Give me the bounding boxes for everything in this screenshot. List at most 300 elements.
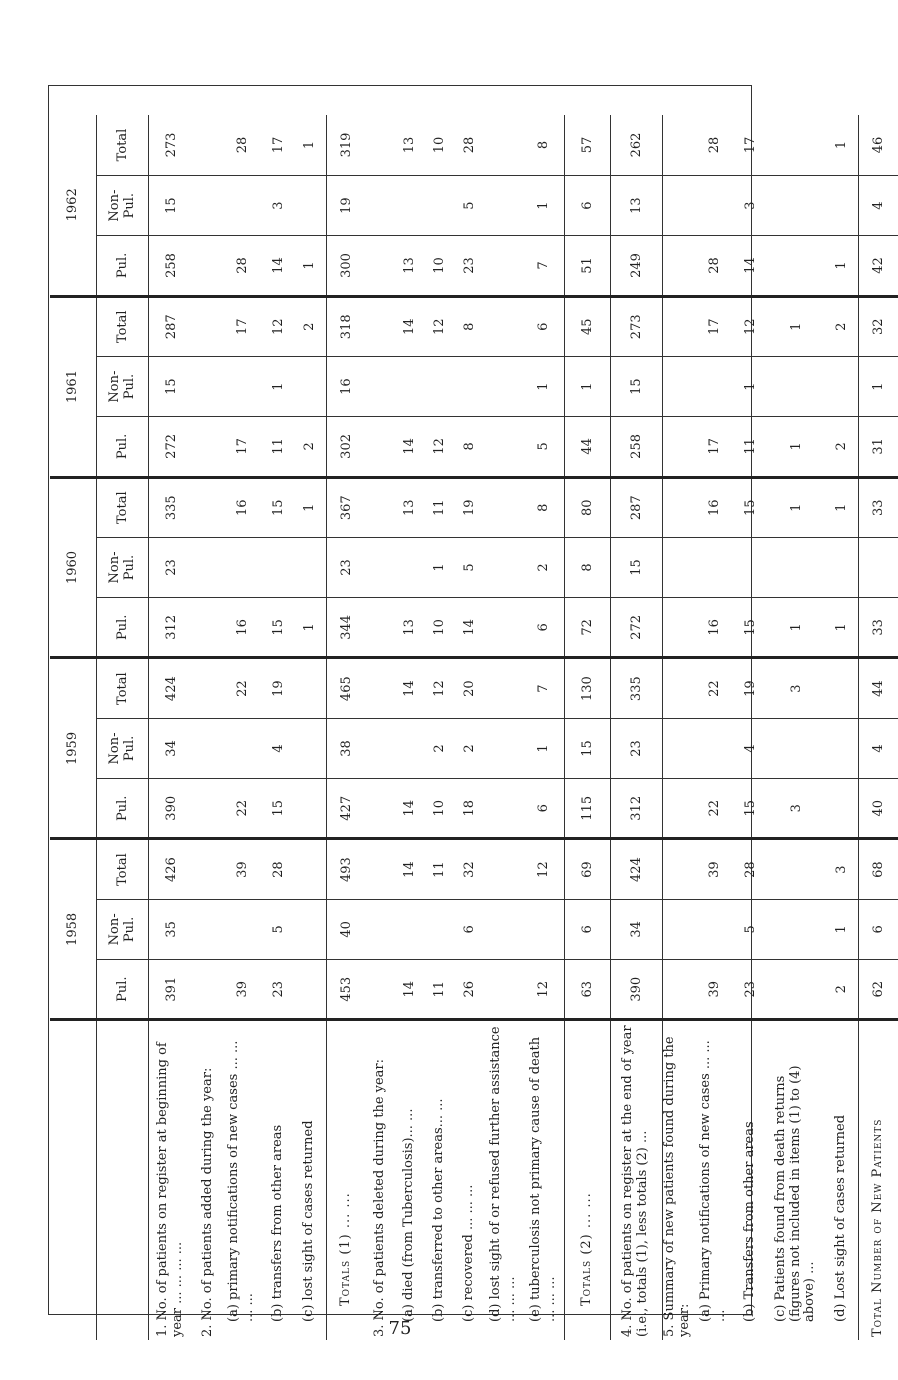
cell: 23 xyxy=(734,960,766,1020)
cell: 33 xyxy=(858,477,898,537)
col-header-1962-1: Non-Pul. xyxy=(96,175,148,235)
cell: 19 xyxy=(262,658,294,718)
col-header-1960-2: Total xyxy=(96,477,148,537)
cell xyxy=(662,718,694,778)
cell xyxy=(766,960,826,1020)
cell: 424 xyxy=(610,839,662,899)
table-row xyxy=(394,115,424,1340)
row-label: (b) transferred to other areas... ... xyxy=(430,1098,446,1322)
cell: 273 xyxy=(610,296,662,356)
cell: 15 xyxy=(734,598,766,658)
cell xyxy=(766,718,826,778)
cell: 63 xyxy=(564,960,610,1020)
cell xyxy=(484,899,524,959)
cell: 344 xyxy=(326,598,366,658)
cell: 5 xyxy=(734,899,766,959)
cell: 312 xyxy=(610,779,662,839)
cell xyxy=(484,598,524,658)
col-header-1958-1: Non-Pul. xyxy=(96,899,148,959)
cell: 5 xyxy=(262,899,294,959)
cell xyxy=(424,356,454,416)
cell: 2 xyxy=(454,718,484,778)
cell: 5 xyxy=(454,537,484,597)
cell: 4 xyxy=(734,718,766,778)
cell: 28 xyxy=(694,115,734,175)
cell: 16 xyxy=(694,477,734,537)
cell: 1 xyxy=(766,477,826,537)
cell xyxy=(662,115,694,175)
cell: 1 xyxy=(766,296,826,356)
rotated-table-wrapper xyxy=(50,115,886,1340)
cell xyxy=(766,899,826,959)
cell: 28 xyxy=(222,115,262,175)
cell xyxy=(424,175,454,235)
cell: 44 xyxy=(564,417,610,477)
col-header-1959-1: Non-Pul. xyxy=(96,718,148,778)
cell xyxy=(662,598,694,658)
cell: 1 xyxy=(564,356,610,416)
cell: 12 xyxy=(424,296,454,356)
cell: 23 xyxy=(326,537,366,597)
cell: 16 xyxy=(222,598,262,658)
cell: 3 xyxy=(766,658,826,718)
row-label: (c) Patients found from death returns (figures not included in items (1) to (4) above) ... xyxy=(772,1065,818,1322)
cell xyxy=(662,537,694,597)
cell xyxy=(734,537,766,597)
cell xyxy=(194,356,222,416)
cell: 17 xyxy=(222,296,262,356)
cell: 22 xyxy=(694,779,734,839)
cell: 18 xyxy=(454,779,484,839)
cell xyxy=(662,779,694,839)
col-header-1960-0: Pul. xyxy=(96,598,148,658)
cell xyxy=(366,658,394,718)
table-row xyxy=(222,115,262,1340)
cell: 426 xyxy=(148,839,194,899)
cell xyxy=(222,175,262,235)
cell xyxy=(194,537,222,597)
cell: 424 xyxy=(148,658,194,718)
cell: 1 xyxy=(524,356,564,416)
cell xyxy=(484,477,524,537)
cell xyxy=(826,658,858,718)
cell: 1 xyxy=(766,417,826,477)
cell: 34 xyxy=(610,899,662,959)
table-row xyxy=(194,115,222,1340)
cell xyxy=(222,899,262,959)
row-label: (d) Lost sight of cases returned xyxy=(833,1114,849,1322)
cell: 19 xyxy=(326,175,366,235)
cell xyxy=(484,115,524,175)
cell: 45 xyxy=(564,296,610,356)
cell: 7 xyxy=(524,236,564,296)
label-header xyxy=(50,1020,96,1340)
cell: 318 xyxy=(326,296,366,356)
cell: 1 xyxy=(826,236,858,296)
cell: 32 xyxy=(454,839,484,899)
cell: 17 xyxy=(262,115,294,175)
cell: 3 xyxy=(734,175,766,235)
cell xyxy=(484,960,524,1020)
cell: 1 xyxy=(294,236,326,296)
cell xyxy=(826,175,858,235)
cell: 2 xyxy=(826,296,858,356)
cell: 14 xyxy=(262,236,294,296)
cell: 13 xyxy=(394,477,424,537)
col-header-1958-2: Total xyxy=(96,839,148,899)
table-row xyxy=(294,115,326,1340)
cell: 6 xyxy=(564,899,610,959)
cell: 1 xyxy=(826,477,858,537)
column-subheaders xyxy=(96,115,148,1340)
cell xyxy=(662,417,694,477)
cell xyxy=(662,899,694,959)
table-row xyxy=(694,115,734,1340)
cell xyxy=(366,899,394,959)
cell: 13 xyxy=(394,236,424,296)
cell: 2 xyxy=(826,960,858,1020)
cell: 14 xyxy=(394,839,424,899)
cell xyxy=(366,356,394,416)
cell: 262 xyxy=(610,115,662,175)
cell: 15 xyxy=(564,718,610,778)
cell xyxy=(662,296,694,356)
cell: 4 xyxy=(858,175,898,235)
table-row xyxy=(424,115,454,1340)
year-1958: 1958 xyxy=(50,839,96,1020)
cell: 34 xyxy=(148,718,194,778)
col-header-1958-0: Pul. xyxy=(96,960,148,1020)
cell: 40 xyxy=(858,779,898,839)
cell: 10 xyxy=(424,779,454,839)
cell: 249 xyxy=(610,236,662,296)
cell: 35 xyxy=(148,899,194,959)
cell xyxy=(366,779,394,839)
cell: 10 xyxy=(424,598,454,658)
cell: 2 xyxy=(424,718,454,778)
cell: 8 xyxy=(454,296,484,356)
cell xyxy=(194,115,222,175)
cell: 17 xyxy=(694,417,734,477)
cell: 68 xyxy=(858,839,898,899)
table-row xyxy=(326,115,366,1340)
cell: 12 xyxy=(524,960,564,1020)
cell xyxy=(366,236,394,296)
cell xyxy=(194,175,222,235)
year-1962: 1962 xyxy=(50,115,96,296)
cell: 14 xyxy=(454,598,484,658)
cell: 17 xyxy=(222,417,262,477)
cell: 16 xyxy=(326,356,366,416)
cell: 6 xyxy=(524,779,564,839)
cell xyxy=(662,175,694,235)
table-row xyxy=(826,115,858,1340)
cell xyxy=(484,779,524,839)
cell: 40 xyxy=(326,899,366,959)
cell: 12 xyxy=(424,658,454,718)
cell: 1 xyxy=(424,537,454,597)
cell xyxy=(766,175,826,235)
cell: 7 xyxy=(524,658,564,718)
table-row xyxy=(766,115,826,1340)
cell: 15 xyxy=(610,356,662,416)
cell xyxy=(662,960,694,1020)
cell xyxy=(294,718,326,778)
cell xyxy=(694,899,734,959)
cell xyxy=(194,899,222,959)
cell: 42 xyxy=(858,236,898,296)
cell: 367 xyxy=(326,477,366,537)
cell: 38 xyxy=(326,718,366,778)
row-label: 3. No. of patients deleted during the year: xyxy=(371,1058,387,1337)
cell xyxy=(294,960,326,1020)
cell: 69 xyxy=(564,839,610,899)
cell xyxy=(294,839,326,899)
cell: 1 xyxy=(524,718,564,778)
cell xyxy=(366,296,394,356)
col-header-1961-0: Pul. xyxy=(96,417,148,477)
year-1959: 1959 xyxy=(50,658,96,839)
cell xyxy=(394,718,424,778)
year-1961: 1961 xyxy=(50,296,96,477)
cell: 13 xyxy=(610,175,662,235)
cell: 15 xyxy=(610,537,662,597)
cell: 14 xyxy=(394,658,424,718)
cell xyxy=(484,296,524,356)
cell: 28 xyxy=(454,115,484,175)
cell: 302 xyxy=(326,417,366,477)
row-label: (c) recovered ... ... ... xyxy=(460,1184,476,1322)
cell: 20 xyxy=(454,658,484,718)
cell xyxy=(454,356,484,416)
cell: 12 xyxy=(424,417,454,477)
cell xyxy=(662,658,694,718)
cell xyxy=(366,175,394,235)
cell: 19 xyxy=(454,477,484,537)
cell: 15 xyxy=(734,779,766,839)
cell: 16 xyxy=(222,477,262,537)
col-header-1960-1: Non-Pul. xyxy=(96,537,148,597)
cell: 28 xyxy=(222,236,262,296)
cell xyxy=(694,718,734,778)
cell: 44 xyxy=(858,658,898,718)
cell: 28 xyxy=(262,839,294,899)
cell: 17 xyxy=(734,115,766,175)
cell xyxy=(262,537,294,597)
cell xyxy=(826,779,858,839)
cell: 33 xyxy=(858,598,898,658)
cell: 62 xyxy=(858,960,898,1020)
cell xyxy=(424,899,454,959)
label-subheader xyxy=(96,1020,148,1340)
cell: 19 xyxy=(734,658,766,718)
cell xyxy=(662,839,694,899)
cell: 22 xyxy=(222,779,262,839)
cell: 273 xyxy=(148,115,194,175)
cell: 335 xyxy=(610,658,662,718)
table-row xyxy=(366,115,394,1340)
cell: 12 xyxy=(262,296,294,356)
cell: 39 xyxy=(694,960,734,1020)
row-label: (e) tuberculosis not primary cause of death ... ... ... xyxy=(527,1036,558,1322)
row-label: (a) Primary notifications of new cases ... ... ... xyxy=(698,1040,728,1322)
table-row xyxy=(454,115,484,1340)
cell: 2 xyxy=(294,296,326,356)
cell xyxy=(194,658,222,718)
cell: 31 xyxy=(858,417,898,477)
cell xyxy=(858,537,898,597)
table-row xyxy=(148,115,194,1340)
cell: 8 xyxy=(524,477,564,537)
cell: 3 xyxy=(766,779,826,839)
cell: 80 xyxy=(564,477,610,537)
cell: 72 xyxy=(564,598,610,658)
cell xyxy=(766,236,826,296)
cell: 1 xyxy=(858,356,898,416)
cell: 57 xyxy=(564,115,610,175)
cell xyxy=(194,779,222,839)
cell xyxy=(366,598,394,658)
cell: 8 xyxy=(454,417,484,477)
cell: 16 xyxy=(694,598,734,658)
row-label: 2. No. of patients added during the year: xyxy=(199,1067,215,1337)
cell: 39 xyxy=(222,960,262,1020)
cell: 493 xyxy=(326,839,366,899)
cell: 8 xyxy=(564,537,610,597)
cell: 22 xyxy=(222,658,262,718)
cell: 23 xyxy=(610,718,662,778)
cell: 390 xyxy=(148,779,194,839)
cell: 6 xyxy=(564,175,610,235)
cell xyxy=(294,779,326,839)
cell: 13 xyxy=(394,115,424,175)
cell xyxy=(694,537,734,597)
cell xyxy=(484,417,524,477)
year-1960: 1960 xyxy=(50,477,96,658)
cell xyxy=(484,175,524,235)
cell xyxy=(366,839,394,899)
cell: 11 xyxy=(424,477,454,537)
tuberculosis-register-table xyxy=(50,115,898,1340)
cell xyxy=(766,839,826,899)
row-label: 4. No. of patients on register at the end of year (i.e., totals (1), less totals (2) ... xyxy=(610,1020,662,1340)
cell xyxy=(366,960,394,1020)
cell: 2 xyxy=(826,417,858,477)
cell: 390 xyxy=(610,960,662,1020)
cell: 14 xyxy=(394,960,424,1020)
cell: 335 xyxy=(148,477,194,537)
cell xyxy=(294,658,326,718)
cell: 258 xyxy=(610,417,662,477)
row-label: (a) primary notifications of new cases ... ... ... ... xyxy=(226,1040,256,1322)
row-label: Totals (1) ... ... xyxy=(326,1020,366,1340)
table-row xyxy=(662,115,694,1340)
cell xyxy=(194,718,222,778)
cell: 39 xyxy=(694,839,734,899)
cell: 1 xyxy=(826,899,858,959)
cell: 287 xyxy=(148,296,194,356)
row-label: Total Number of New Patients xyxy=(858,1020,898,1340)
cell xyxy=(366,718,394,778)
cell: 5 xyxy=(454,175,484,235)
cell: 14 xyxy=(394,296,424,356)
cell xyxy=(766,537,826,597)
cell xyxy=(194,960,222,1020)
cell xyxy=(662,477,694,537)
cell: 23 xyxy=(148,537,194,597)
col-header-1961-1: Non-Pul. xyxy=(96,356,148,416)
cell xyxy=(294,356,326,416)
cell: 39 xyxy=(222,839,262,899)
cell xyxy=(484,839,524,899)
table-row xyxy=(564,115,610,1340)
cell: 391 xyxy=(148,960,194,1020)
cell xyxy=(366,477,394,537)
table-row xyxy=(858,115,898,1340)
table-row xyxy=(610,115,662,1340)
cell: 3 xyxy=(262,175,294,235)
cell: 3 xyxy=(826,839,858,899)
col-header-1959-2: Total xyxy=(96,658,148,718)
cell xyxy=(694,356,734,416)
cell: 51 xyxy=(564,236,610,296)
cell: 287 xyxy=(610,477,662,537)
table-row xyxy=(524,115,564,1340)
cell xyxy=(194,296,222,356)
cell: 427 xyxy=(326,779,366,839)
cell xyxy=(484,537,524,597)
cell xyxy=(394,175,424,235)
cell xyxy=(194,477,222,537)
cell: 11 xyxy=(424,839,454,899)
cell: 28 xyxy=(694,236,734,296)
cell xyxy=(766,115,826,175)
cell: 2 xyxy=(524,537,564,597)
cell: 23 xyxy=(262,960,294,1020)
row-label: (b) transfers from other areas xyxy=(269,1124,285,1322)
row-label: (d) lost sight of or refused further assistance ... ... ... xyxy=(488,1026,518,1322)
row-label: 1. No. of patients on register at beginning of year ... ... ... ... xyxy=(155,1042,186,1337)
cell: 15 xyxy=(148,356,194,416)
row-label: (a) died (from Tuberculosis)... ... xyxy=(400,1108,416,1322)
cell xyxy=(694,175,734,235)
cell: 1 xyxy=(294,477,326,537)
cell: 15 xyxy=(262,598,294,658)
cell: 6 xyxy=(858,899,898,959)
row-label: 5. Summary of new patients found during the year: xyxy=(662,1020,694,1340)
cell: 4 xyxy=(262,718,294,778)
page-number: 75 xyxy=(388,1318,412,1339)
col-header-1959-0: Pul. xyxy=(96,779,148,839)
cell: 22 xyxy=(694,658,734,718)
cell xyxy=(194,417,222,477)
cell: 11 xyxy=(734,417,766,477)
cell: 26 xyxy=(454,960,484,1020)
cell: 1 xyxy=(524,175,564,235)
col-header-1962-0: Pul. xyxy=(96,236,148,296)
cell: 312 xyxy=(148,598,194,658)
cell: 14 xyxy=(394,779,424,839)
cell xyxy=(222,356,262,416)
table-body xyxy=(148,115,898,1340)
cell xyxy=(366,537,394,597)
cell: 15 xyxy=(262,779,294,839)
cell: 28 xyxy=(734,839,766,899)
cell: 6 xyxy=(454,899,484,959)
cell: 272 xyxy=(610,598,662,658)
cell xyxy=(394,537,424,597)
cell: 32 xyxy=(858,296,898,356)
